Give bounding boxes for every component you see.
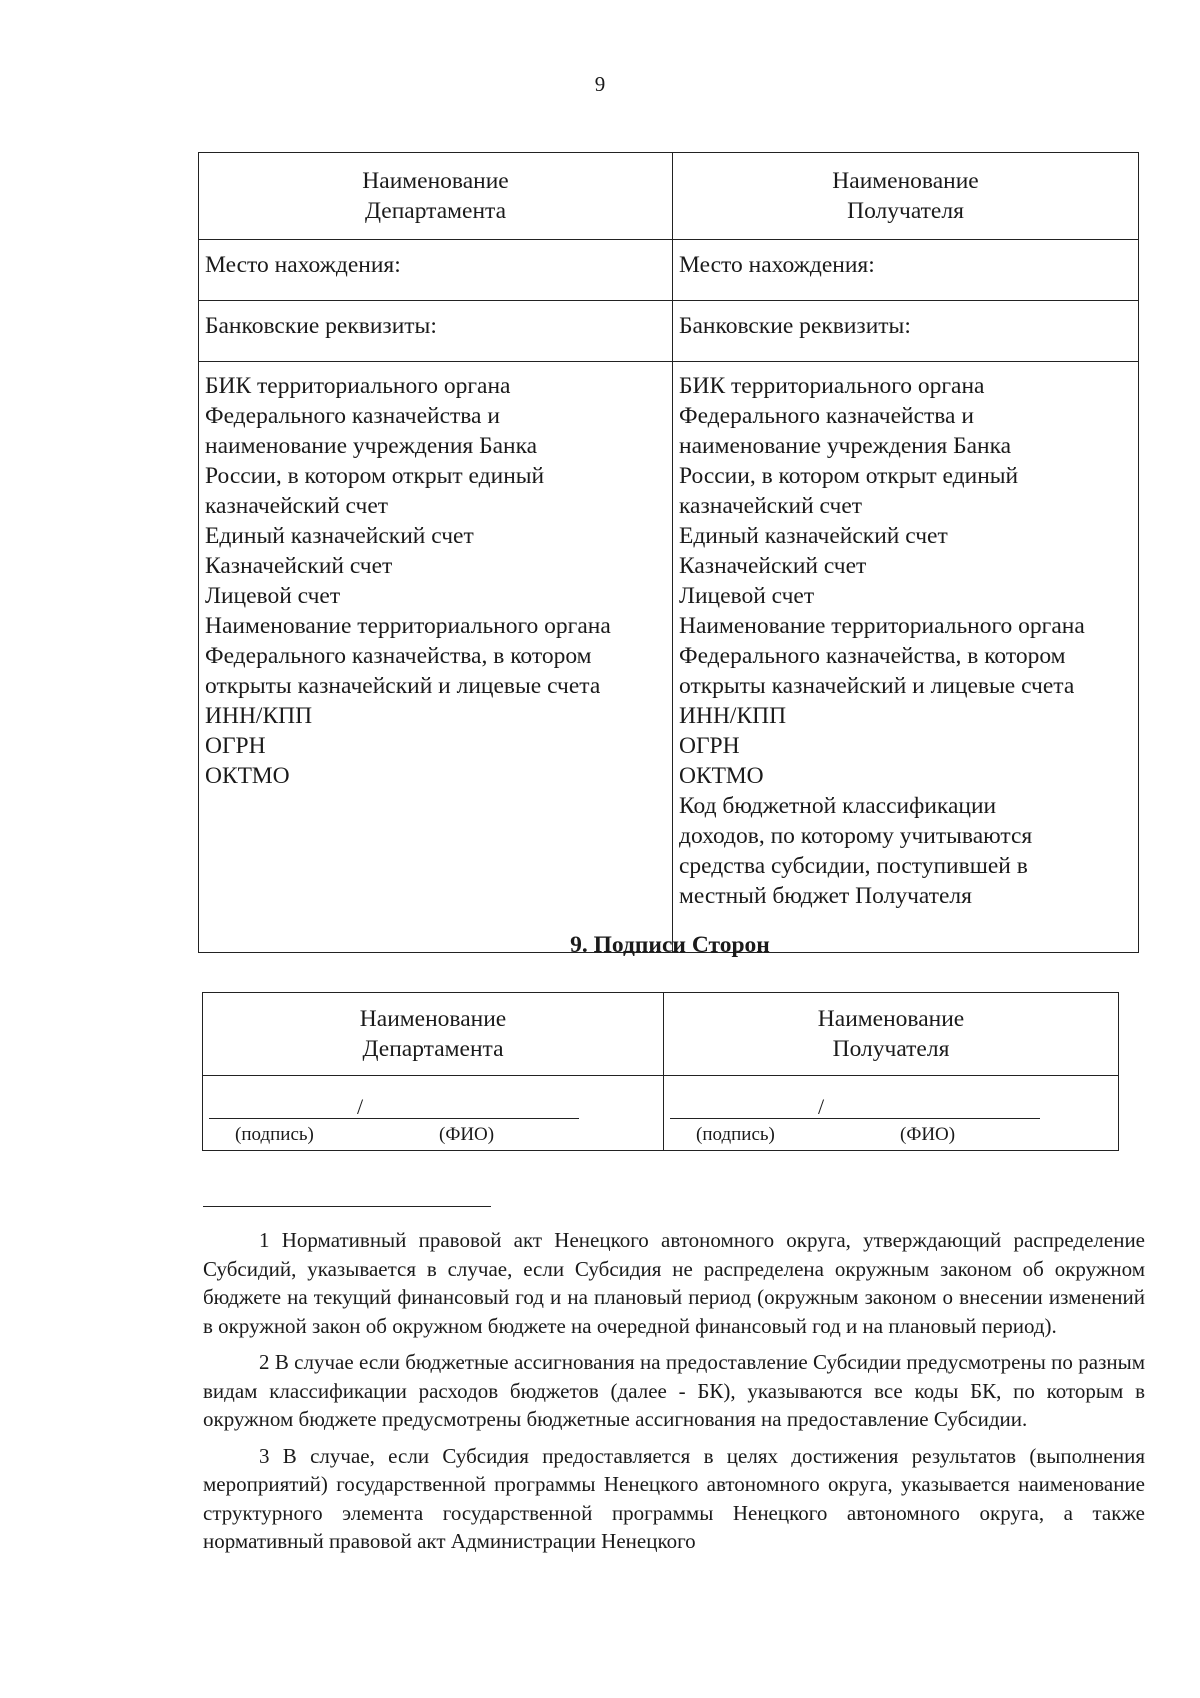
department-header-line: Департамента [364,198,507,224]
detail-line: Федерального казначейства, в котором [205,643,592,669]
name-label: (ФИО) [900,1124,956,1145]
detail-line: Казначейский счет [679,553,867,579]
signature-slash: / [357,1094,364,1119]
footnote-separator [203,1206,491,1207]
department-signature-cell [203,1076,664,1151]
detail-line: БИК территориального органа [205,373,511,399]
detail-line: Казначейский счет [205,553,393,579]
detail-line: казначейский счет [679,493,863,519]
signatures-table [202,992,1119,1151]
recipient-location-cell: Место нахождения: [673,240,1139,301]
detail-line: Федерального казначейства, в котором [679,643,1066,669]
signature-slash: / [818,1094,825,1119]
detail-line: доходов, по которому учитываются [679,823,1033,849]
detail-line: Единый казначейский счет [205,523,474,549]
footnote-2: 2 В случае если бюджетные ассигнования на предоставление Субсидии предусмотрены по разным видам классификации расходов бюджетов (далее - БК), указываются все коды БК, по которым в окружном бюджете предусмотрены бюджетные ассигнования на предоставление Субсидии. [203,1350,1145,1431]
detail-line: ИНН/КПП [205,703,313,729]
signatures-section-title: 9. Подписи Сторон [570,932,770,958]
footnotes [203,1226,1145,1564]
detail-line: Наименование территориального органа [205,613,611,639]
page-number: 9 [594,72,606,96]
detail-line: открыты казначейский и лицевые счета [679,673,1075,699]
footnote-1: 1 Нормативный правовой акт Ненецкого автономного округа, утверждающий распределение Субсидий, указывается в случае, если Субсидия не распределена окружным законом об окружном бюджете на текущий финансовый год и на плановый период (окружным законом о внесении изменений в окружной закон об окружном бюджете на очередной финансовый год и на плановый период). [203,1228,1145,1338]
detail-line: местный бюджет Получателя [679,883,972,909]
recipient-details-cell [673,362,1139,953]
signature-line [670,1096,1040,1119]
detail-line: Наименование территориального органа [679,613,1085,639]
detail-line: ОКТМО [205,763,290,789]
detail-line: Федерального казначейства и [679,403,974,429]
department-header-line: Наименование [362,168,509,194]
detail-line: Лицевой счет [205,583,341,609]
recipient-header-line: Наименование [817,1006,965,1032]
detail-line: России, в котором открыт единый [679,463,1019,489]
detail-line: средства субсидии, поступившей в [679,853,1028,879]
recipient-header-line: Получателя [847,198,964,224]
department-details-cell [199,362,673,953]
signature-label: (подпись) [696,1124,775,1145]
detail-line: БИК территориального органа [679,373,985,399]
detail-line: ИНН/КПП [679,703,787,729]
department-header-cell [199,153,673,240]
department-signature-header [203,993,664,1076]
footnote-3: 3 В случае, если Субсидия предоставляется в целях достижения результатов (выполнения мероприятий) государственной программы Ненецкого автономного округа, указывается наименование структурного элемента государственной программы Ненецкого автономного округа, а также нормативный правовой акт Администрации Ненецкого [203,1443,1145,1553]
detail-line: ОКТМО [679,763,764,789]
recipient-header-line: Наименование [832,168,979,194]
recipient-signature-header [664,993,1119,1076]
department-location-cell: Место нахождения: [199,240,673,301]
detail-line: Код бюджетной классификации [679,793,997,819]
name-label: (ФИО) [439,1124,495,1145]
detail-line: ОГРН [679,733,740,759]
signature-line [209,1096,579,1119]
detail-line: Лицевой счет [679,583,815,609]
detail-line: казначейский счет [205,493,389,519]
detail-line: наименование учреждения Банка [679,433,1012,459]
department-header-line: Наименование [359,1006,507,1032]
detail-line: наименование учреждения Банка [205,433,538,459]
detail-line: открыты казначейский и лицевые счета [205,673,601,699]
recipient-signature-cell [664,1076,1119,1151]
detail-line: Федерального казначейства и [205,403,500,429]
recipient-header-line: Получателя [832,1036,950,1062]
detail-line: Единый казначейский счет [679,523,948,549]
recipient-header-cell [673,153,1139,240]
detail-line: России, в котором открыт единый [205,463,545,489]
recipient-bank-cell: Банковские реквизиты: [673,301,1139,362]
department-header-line: Департамента [362,1036,504,1062]
signature-label: (подпись) [235,1124,314,1145]
requisites-table [198,152,1139,953]
detail-line: ОГРН [205,733,266,759]
department-bank-cell: Банковские реквизиты: [199,301,673,362]
